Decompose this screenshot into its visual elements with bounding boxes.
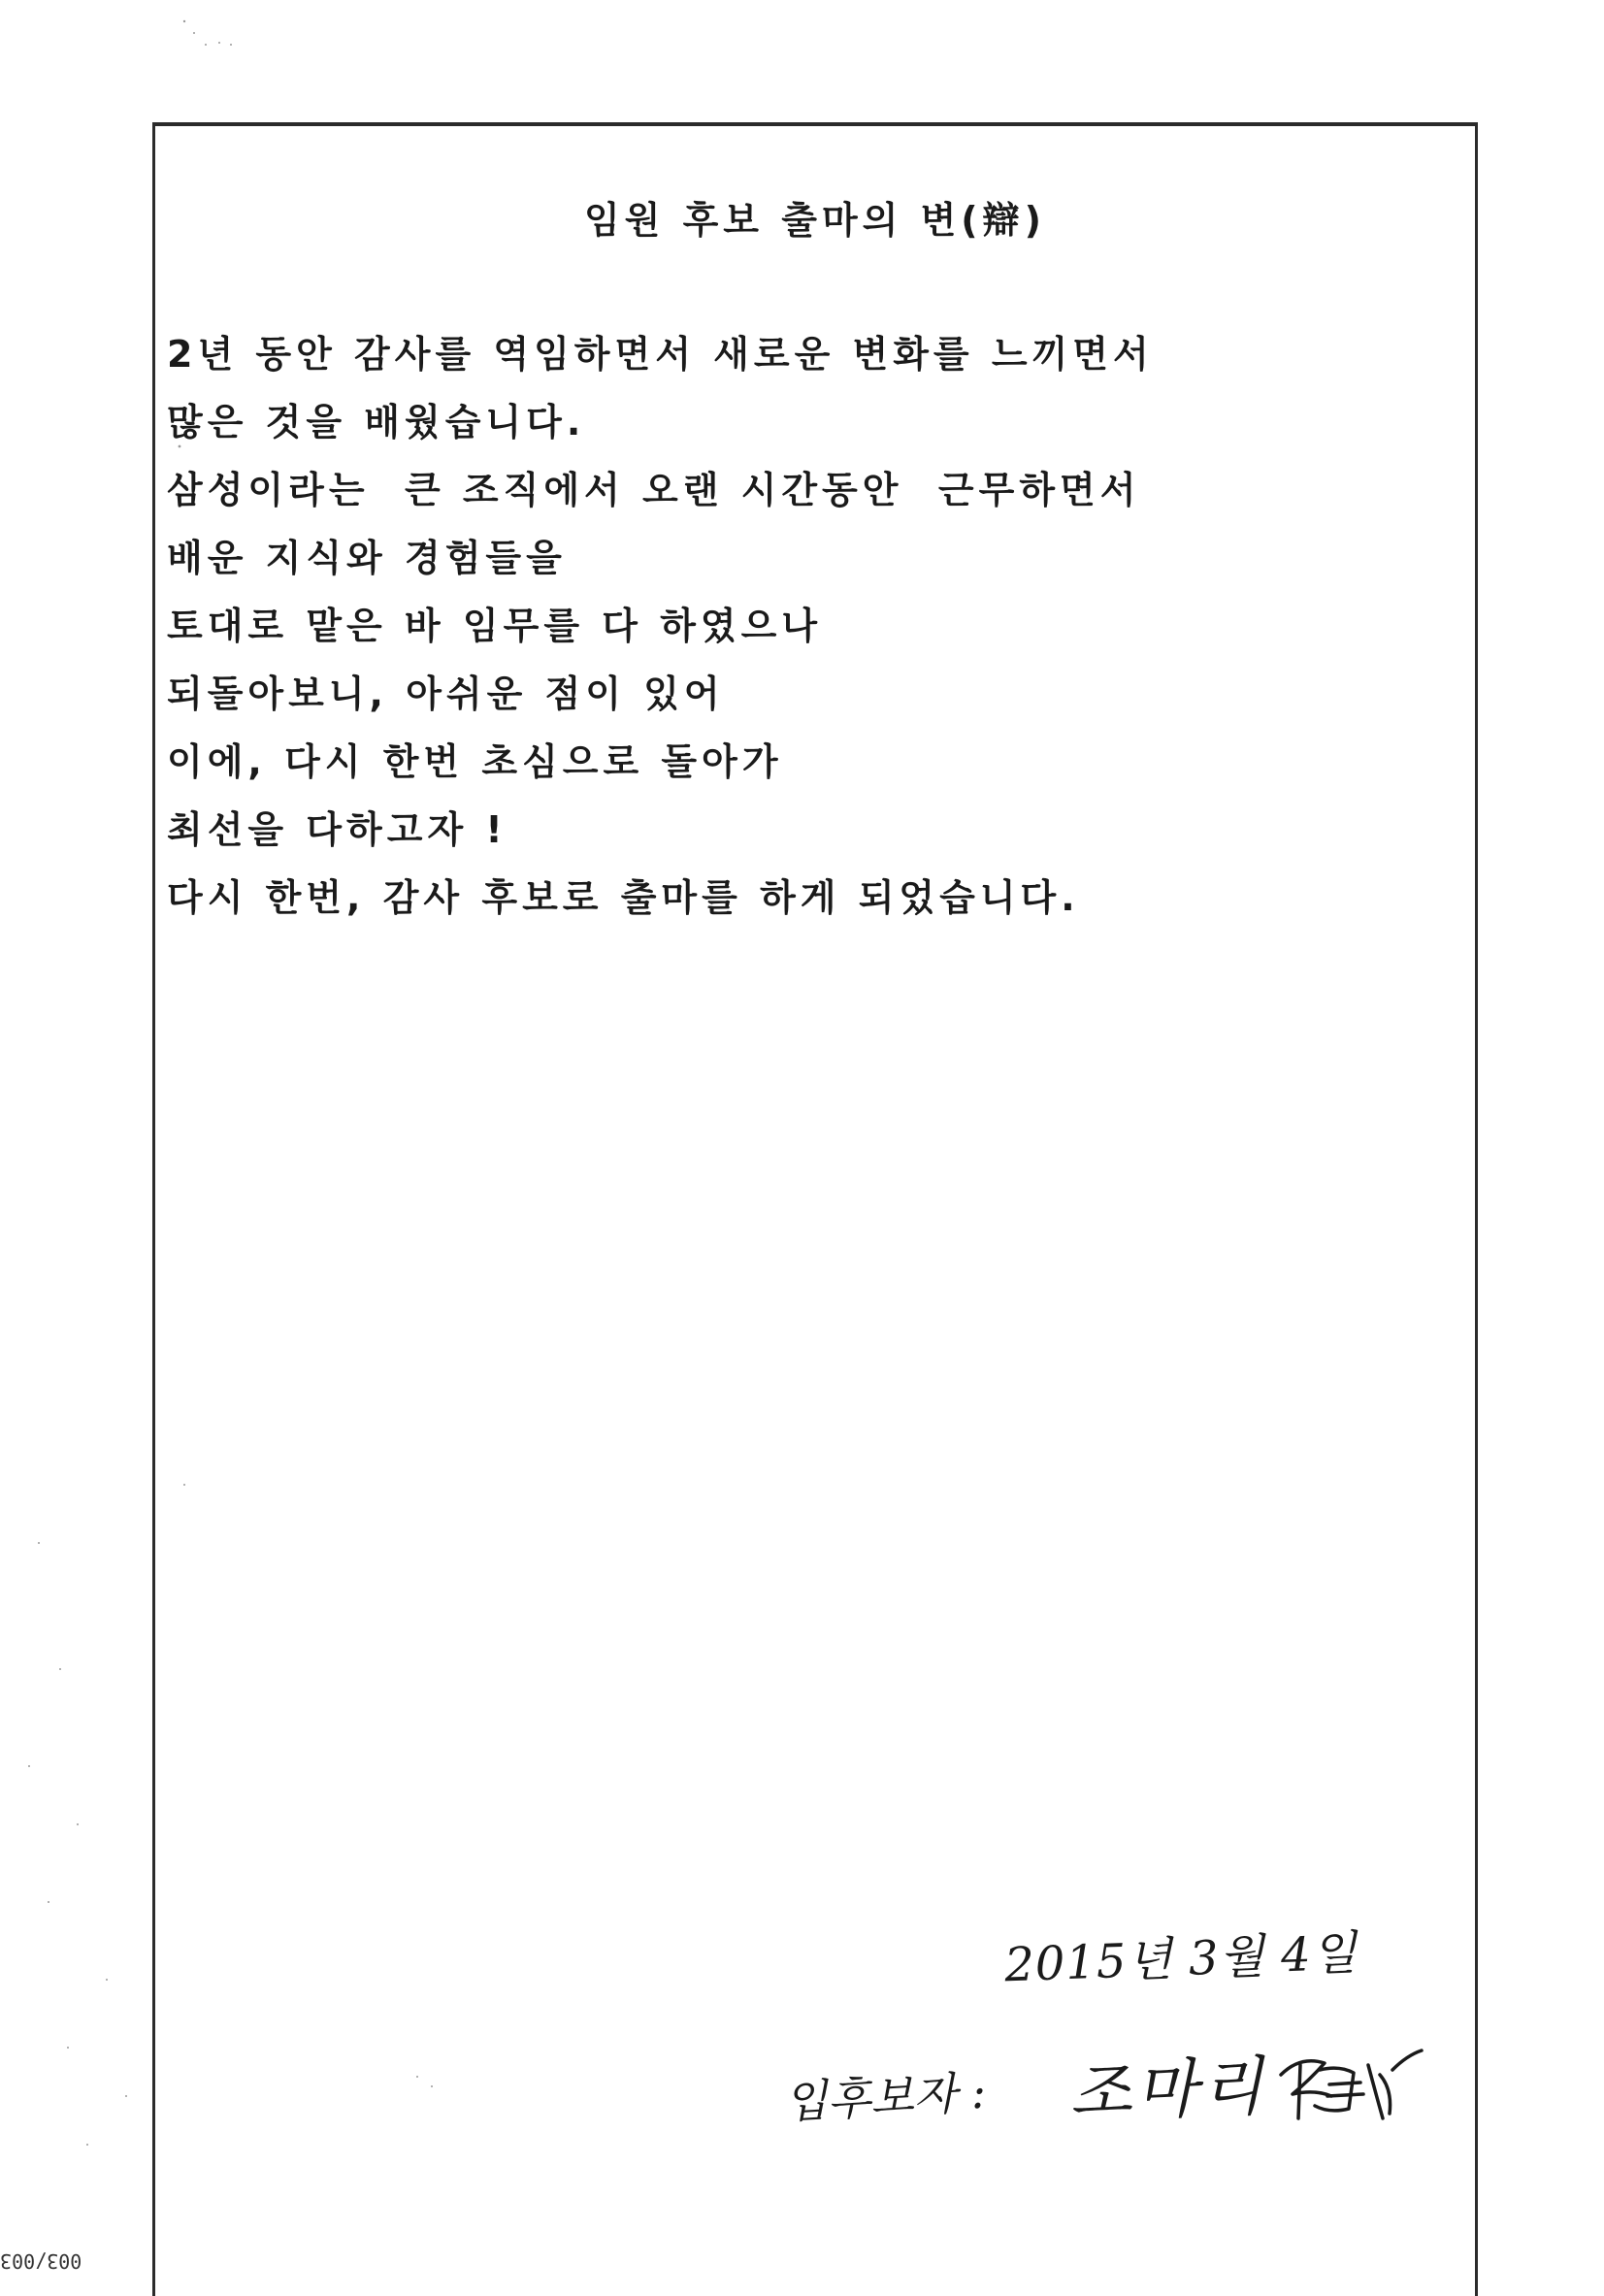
body-line: 토대로 맡은 바 임무를 다 하였으나 — [167, 605, 823, 647]
body-line: 삼성이라는 큰 조직에서 오랜 시간동안 근무하면서 — [167, 469, 1141, 511]
candidate-name: 조마리 — [1067, 2049, 1268, 2131]
body-line: 배운 지식와 경험들을 — [167, 537, 567, 579]
candidate-label: 입후보자 : — [782, 2065, 988, 2129]
body-line: 최선을 다하고자 ! — [167, 808, 507, 851]
document-title: 임원 후보 출마의 변(辯) — [583, 199, 1047, 242]
document-body — [167, 320, 1428, 932]
body-line: 많은 것을 배웠습니다. — [167, 401, 586, 443]
body-line: 이에, 다시 한번 초심으로 돌아가 — [167, 740, 783, 783]
handwritten-date: 2015년 3월 4일 — [1003, 1925, 1358, 1993]
body-line: 2년 동안 감사를 역임하면서 새로운 변화를 느끼면서 — [167, 333, 1154, 376]
body-line: 되돌아보니, 아쉬운 점이 있어 — [167, 672, 725, 715]
signature-icon — [1271, 2036, 1426, 2133]
page-number-stamp: 003/003 — [0, 2249, 82, 2273]
body-line: 다시 한번, 감사 후보로 출마를 하게 되었습니다. — [167, 876, 1080, 919]
